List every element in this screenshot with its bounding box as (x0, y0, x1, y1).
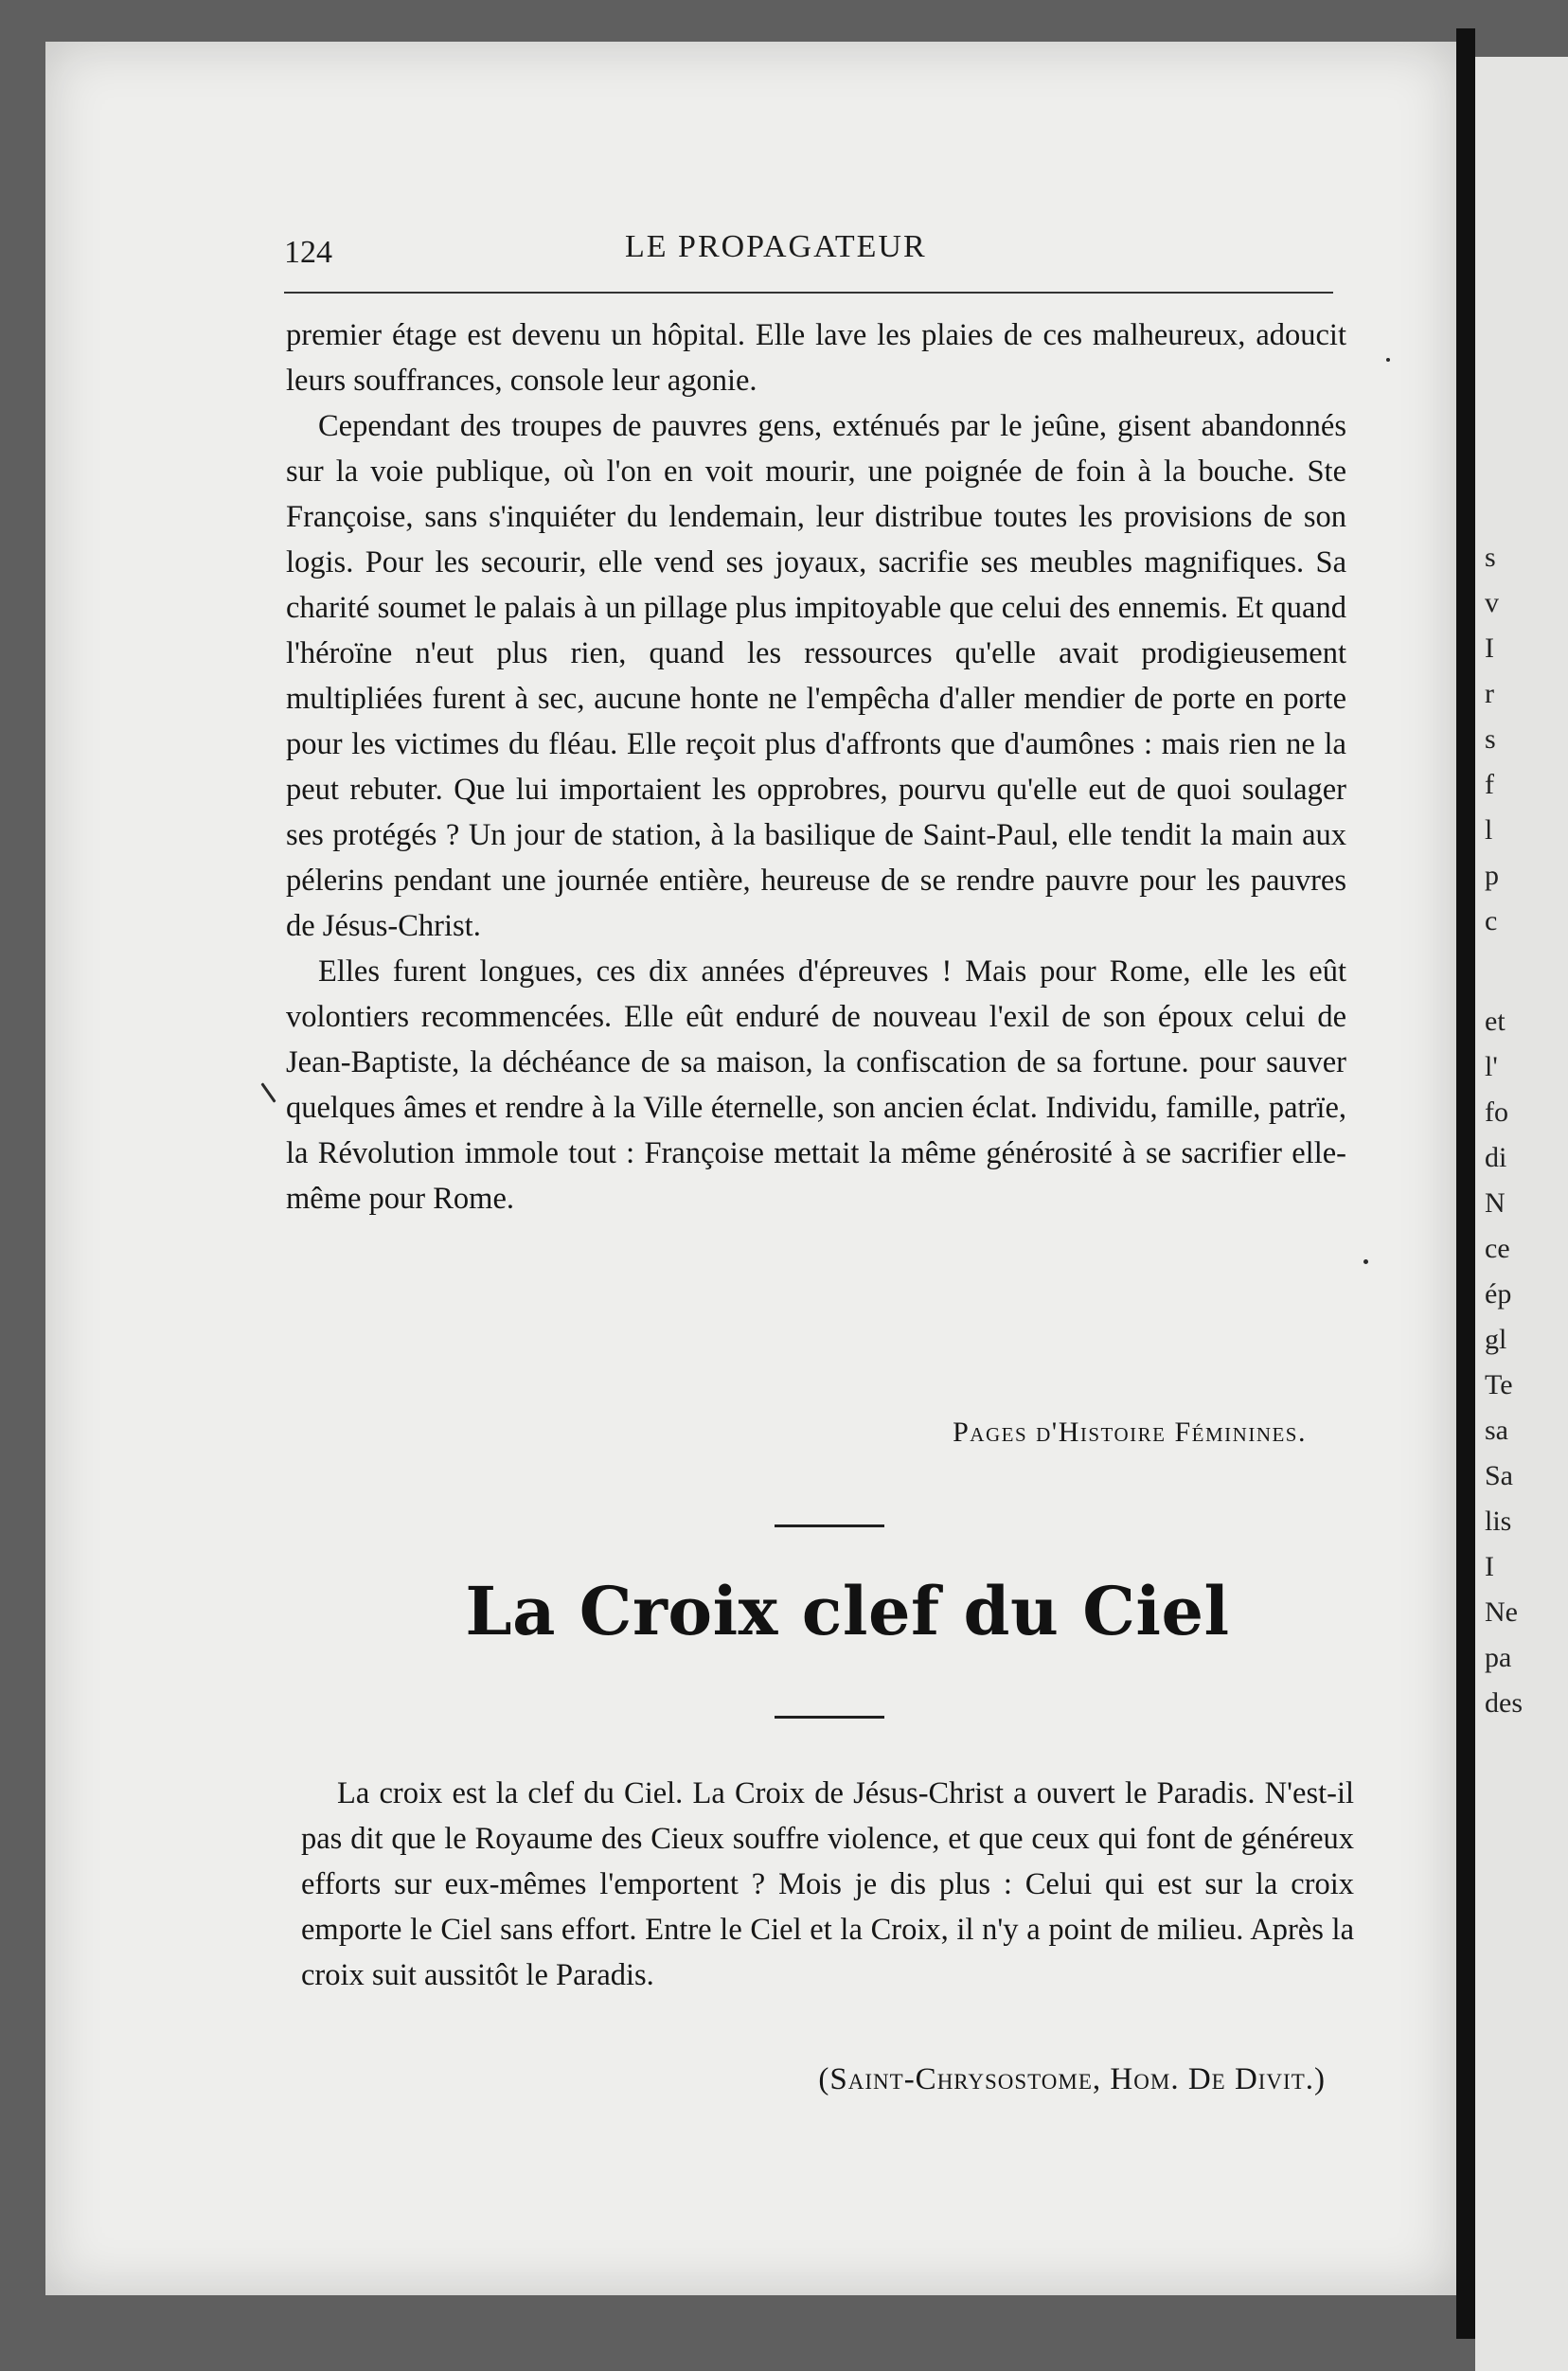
facing-page-fragment: l (1485, 814, 1493, 846)
scan-mark (1386, 358, 1390, 362)
facing-page-fragment: s (1485, 542, 1496, 573)
facing-page-fragment: Ne (1485, 1596, 1518, 1628)
section-divider (775, 1524, 884, 1527)
quote-attribution: (Saint-Chrysostome, Hom. De Divit.) (818, 2062, 1326, 2096)
facing-page-fragment: di (1485, 1142, 1507, 1173)
facing-page-fragment: lis (1485, 1506, 1512, 1537)
facing-page-fragment: ce (1485, 1233, 1510, 1264)
facing-page-fragment: v (1485, 587, 1499, 618)
facing-page-fragment: l' (1485, 1051, 1498, 1082)
facing-page-fragment: gl (1485, 1324, 1507, 1355)
facing-page-fragment: Te (1485, 1369, 1513, 1400)
article-paragraph: premier étage est devenu un hôpital. Elle lave les plaies de ces malheureux, adoucit leurs souffrances, console leur agonie. (286, 318, 1346, 398)
facing-page-fragment: fo (1485, 1096, 1508, 1128)
facing-page-fragment: sa (1485, 1415, 1508, 1446)
facing-page-fragment: Sa (1485, 1460, 1513, 1491)
section-divider (775, 1716, 884, 1719)
section-quote: La croix est la clef du Ciel. La Croix de Jésus-Christ a ouvert le Paradis. N'est-il pas dit que le Royaume des Cieux souffre violence, et que ceux qui font de généreux efforts sur eux-mêmes l'emportent ? Mois je dis plus : Celui qui est sur la croix emporte le Ciel sans effort. Entre le Ciel et la Croix, il n'y a point de milieu. Après la croix suit aussitôt le Paradis. (301, 1776, 1354, 1992)
header-rule (284, 292, 1333, 294)
facing-page-fragment: s (1485, 723, 1496, 755)
facing-page-fragment: c (1485, 905, 1498, 936)
facing-page-fragment: I (1485, 1551, 1494, 1582)
facing-page-fragment: et (1485, 1006, 1506, 1037)
facing-page-fragment: des (1485, 1687, 1523, 1719)
article-signature: Pages d'Histoire Féminines. (953, 1417, 1307, 1448)
facing-page-edge (1475, 57, 1568, 2371)
facing-page-fragment: r (1485, 678, 1494, 709)
page-gutter (1456, 28, 1475, 2339)
facing-page-fragment: ép (1485, 1278, 1512, 1310)
facing-page-fragment: pa (1485, 1642, 1512, 1673)
page-number: 124 (284, 235, 332, 270)
article-body (286, 312, 1346, 1221)
page-header (0, 218, 1568, 270)
section-title: La Croix clef du Ciel (465, 1572, 1230, 1650)
article-paragraph: Elles furent longues, ces dix années d'épreuves ! Mais pour Rome, elle les eût volontiers recommencées. Elle eût enduré de nouveau l'exil de son époux celui de Jean-Baptiste, la déchéance de sa maison, la confiscation de sa fortune. pour sauver quelques âmes et rendre à la Ville éternelle, son ancien éclat. Individu, famille, patrïe, la Révolution immole tout : Françoise mettait la même générosité à se sacrifier elle-même pour Rome. (286, 954, 1346, 1216)
running-title: LE PROPAGATEUR (625, 229, 927, 264)
facing-page-fragment: N (1485, 1187, 1506, 1219)
facing-page-fragment: f (1485, 769, 1494, 800)
article-paragraph: Cependant des troupes de pauvres gens, exténués par le jeûne, gisent abandonnés sur la voie publique, où l'on en voit mourir, une poignée de foin à la bouche. Ste Françoise, sans s'inquiéter du lendemain, leur distribue toutes les provisions de son logis. Pour les secourir, elle vend ses joyaux, sacrifie ses meubles magnifiques. Sa charité soumet le palais à un pillage plus impitoyable que celui des ennemis. Et quand l'héroïne n'eut plus rien, quand les ressources qu'elle avait prodigieusement multipliées furent à sec, aucune honte ne l'empêcha d'aller mendier de porte en porte pour les victimes du fléau. Elle reçoit plus d'affronts que d'aumônes : mais rien ne la peut rebuter. Que lui importaient les opprobres, pourvu qu'elle eut de quoi soulager ses protégés ? Un jour de station, à la basilique de Saint-Paul, elle tendit la main aux pélerins pendant une journée entière, heureuse de se rendre pauvre pour les pauvres de Jésus-Christ. (286, 409, 1346, 943)
scan-mark (1363, 1259, 1368, 1264)
facing-page-fragment: p (1485, 860, 1499, 891)
facing-page-fragment: I (1485, 633, 1494, 664)
